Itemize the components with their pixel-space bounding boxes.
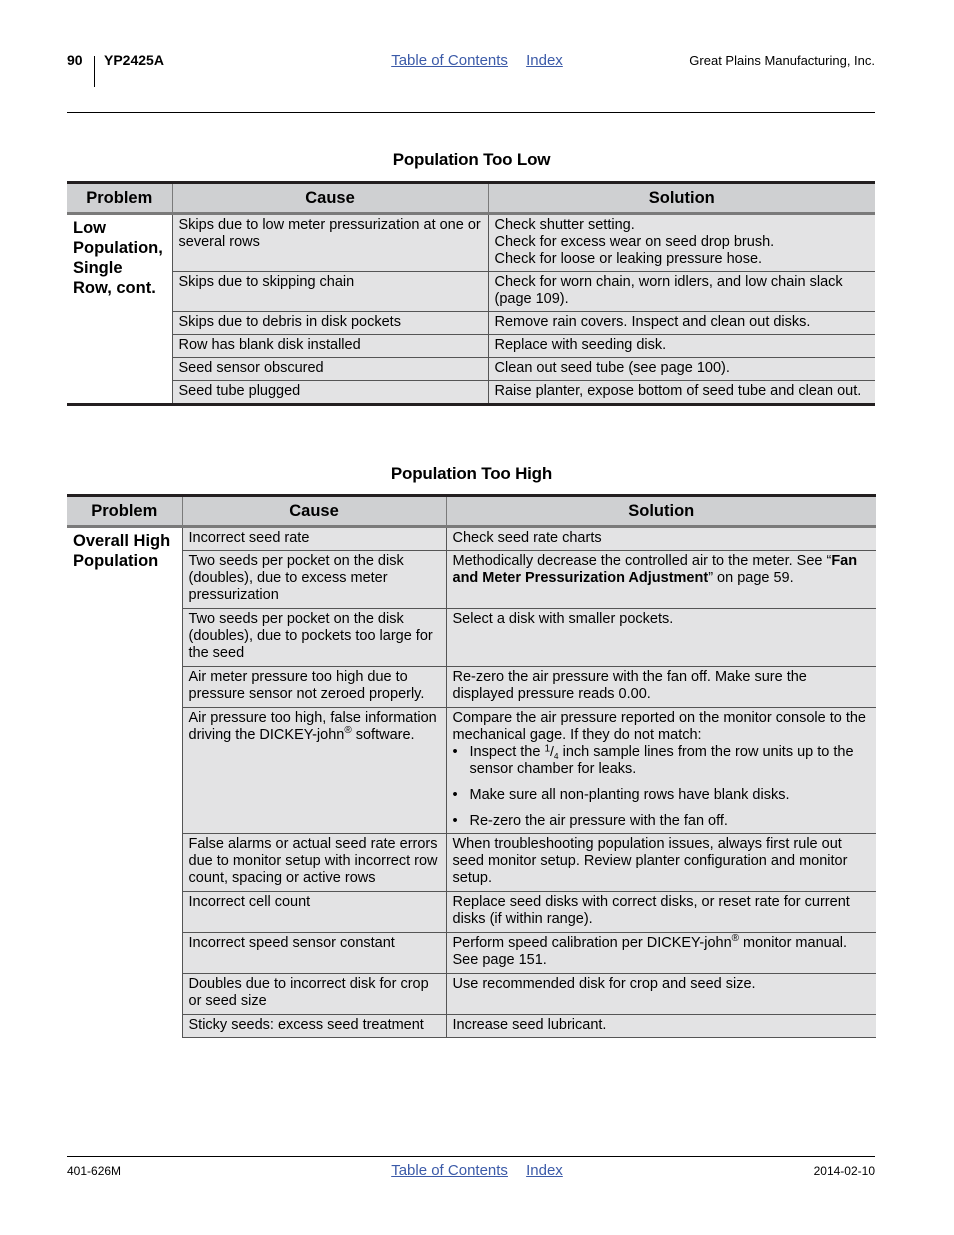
cause-cell: Incorrect cell count: [182, 892, 446, 933]
solution-line: Check for excess wear on seed drop brush.: [494, 234, 775, 250]
document-number: 401-626M: [67, 1164, 122, 1178]
table-low-title: Population Too Low: [392, 150, 551, 169]
bullet-text: Inspect the: [469, 744, 545, 760]
table-row: [67, 892, 876, 933]
solution-text: monitor manual. See page 151.: [452, 935, 848, 968]
cause-cell: Air meter pressure too high due to pressure sensor not zeroed properly.: [182, 667, 446, 708]
solution-cell: When troubleshooting population issues, always first rule out seed monitor setup. Review planter configuration and monitor setup.: [446, 834, 876, 892]
cause-cell: Seed sensor obscured: [172, 358, 488, 381]
solution-cell: [446, 551, 876, 609]
table-row: [67, 708, 876, 834]
footer-rule: [67, 1156, 875, 1157]
solution-cell: Increase seed lubricant.: [446, 1015, 876, 1038]
table-row: [67, 551, 876, 609]
table-row: [67, 527, 876, 551]
table-row: [67, 1015, 876, 1038]
registered-mark: ®: [731, 933, 740, 945]
solution-cell: Replace seed disks with correct disks, or reset rate for current disks (if within range).: [446, 892, 876, 933]
solution-line: Check shutter setting.: [494, 217, 635, 233]
cause-text: software.: [351, 727, 415, 743]
table-row: [67, 974, 876, 1015]
solution-cell: [446, 933, 876, 974]
index-link[interactable]: Index: [526, 1162, 563, 1179]
bullet-item: • Re-zero the air pressure with the fan off.: [453, 813, 871, 830]
solution-cell: Check seed rate charts: [446, 527, 876, 551]
cause-cell: Skips due to low meter pressurization at one or several rows: [172, 214, 488, 272]
document-id: YP2425A: [104, 52, 164, 68]
fraction-numerator: 1: [544, 743, 551, 755]
population-too-high-table: [67, 494, 876, 1038]
column-header-solution: Solution: [446, 496, 876, 527]
table-row: [67, 335, 875, 358]
header-rule: [67, 112, 875, 113]
cause-cell: [182, 708, 446, 834]
table-row: [67, 214, 875, 272]
company-name: Great Plains Manufacturing, Inc.: [689, 53, 875, 68]
cause-cell: Seed tube plugged: [172, 381, 488, 405]
cause-cell: Incorrect speed sensor constant: [182, 933, 446, 974]
solution-cell: Check for worn chain, worn idlers, and low chain slack (page 109).: [488, 272, 875, 312]
solution-cell: Select a disk with smaller pockets.: [446, 609, 876, 667]
table-row: [67, 667, 876, 708]
cause-cell: Two seeds per pocket on the disk (doubles), due to pockets too large for the seed: [182, 609, 446, 667]
population-too-low-table: [67, 181, 875, 406]
solution-cell: Clean out seed tube (see page 100).: [488, 358, 875, 381]
table-row: [67, 834, 876, 892]
solution-text: Methodically decrease the controlled air to the meter. See “: [452, 553, 832, 569]
footer-nav: [0, 1162, 954, 1179]
table-high-title: Population Too High: [390, 464, 553, 483]
table-row: [67, 358, 875, 381]
cause-text: Air pressure too high, false information driving the DICKEY-john: [188, 710, 437, 743]
page-number: 90: [67, 52, 83, 68]
table-row: [67, 272, 875, 312]
toc-link[interactable]: Table of Contents: [391, 1162, 508, 1179]
solution-cell: Use recommended disk for crop and seed size.: [446, 974, 876, 1015]
column-header-cause: Cause: [182, 496, 446, 527]
solution-intro: Compare the air pressure reported on the monitor console to the mechanical gage. If they do not match:: [452, 710, 866, 743]
bullet-text: inch sample lines from the row units up to the sensor chamber for leaks.: [469, 744, 854, 777]
cause-cell: False alarms or actual seed rate errors due to monitor setup with incorrect row count, spacing or active rows: [182, 834, 446, 892]
problem-cell: Low Population, Single Row, cont.: [67, 214, 172, 405]
cause-cell: Skips due to debris in disk pockets: [172, 312, 488, 335]
solution-cell: Replace with seeding disk.: [488, 335, 875, 358]
bullet-item: [453, 744, 871, 778]
column-header-problem: Problem: [67, 496, 182, 527]
solution-cell: [446, 708, 876, 834]
table-row: [67, 381, 875, 405]
fraction-slash: /: [550, 743, 554, 759]
table-row: [67, 609, 876, 667]
solution-cell: Remove rain covers. Inspect and clean out disks.: [488, 312, 875, 335]
registered-mark: ®: [344, 725, 352, 737]
fraction-quarter: [544, 743, 559, 761]
cause-cell: Skips due to skipping chain: [172, 272, 488, 312]
cause-cell: Sticky seeds: excess seed treatment: [182, 1015, 446, 1038]
solution-bullets: [453, 744, 871, 830]
index-link[interactable]: Index: [526, 52, 563, 69]
fraction-denominator: 4: [553, 751, 559, 761]
problem-cell: Overall High Population: [67, 527, 182, 1038]
cause-cell: Two seeds per pocket on the disk (doubles), due to excess meter pressurization: [182, 551, 446, 609]
table-row: [67, 312, 875, 335]
solution-text: ” on page 59.: [708, 570, 794, 586]
cause-cell: Incorrect seed rate: [182, 527, 446, 551]
solution-text: Perform speed calibration per DICKEY-john: [452, 935, 732, 951]
solution-cell: [488, 214, 875, 272]
cause-cell: Doubles due to incorrect disk for crop or seed size: [182, 974, 446, 1015]
revision-date: 2014-02-10: [813, 1164, 875, 1178]
table-row: [67, 933, 876, 974]
cross-reference-link: Fan and Meter Pressurization Adjustment: [452, 553, 858, 586]
solution-cell: Re-zero the air pressure with the fan off. Make sure the displayed pressure reads 0.00.: [446, 667, 876, 708]
bullet-item: • Make sure all non-planting rows have blank disks.: [453, 787, 871, 804]
solution-line: Check for loose or leaking pressure hose.: [494, 251, 763, 267]
column-header-cause: Cause: [172, 183, 488, 214]
solution-cell: Raise planter, expose bottom of seed tube and clean out.: [488, 381, 875, 405]
toc-link[interactable]: Table of Contents: [391, 52, 508, 69]
cause-cell: Row has blank disk installed: [172, 335, 488, 358]
column-header-problem: Problem: [67, 183, 172, 214]
column-header-solution: Solution: [488, 183, 875, 214]
